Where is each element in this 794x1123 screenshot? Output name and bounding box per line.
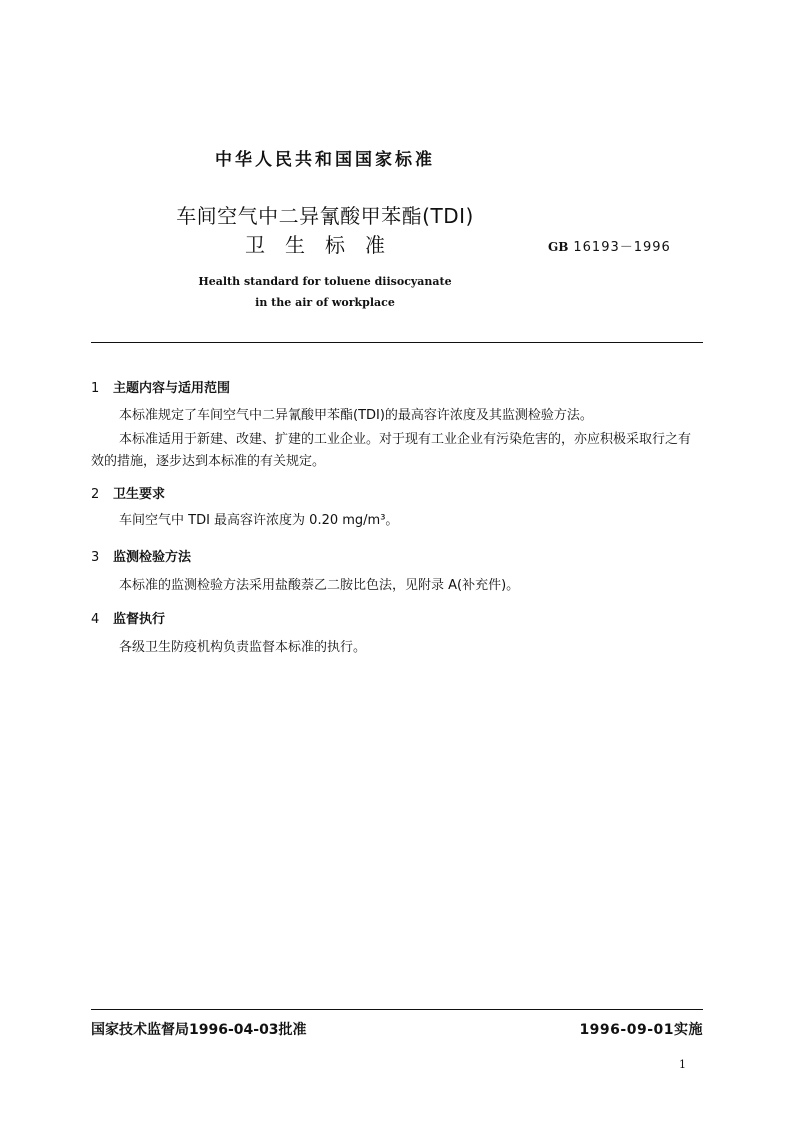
header-divider	[91, 342, 703, 343]
section-4-paragraph-1: 各级卫生防疫机构负责监督本标准的执行。	[119, 640, 367, 655]
effective-date: 1996-09-01实施	[579, 1022, 703, 1038]
section-1-paragraph-2: 本标准适用于新建、改建、扩建的工业企业。对于现有工业企业有污染危害的，亦应积极采取行之有效的措施，逐步达到本标准的有关规定。	[91, 432, 692, 469]
national-standard-label: 中华人民共和国国家标准	[215, 150, 435, 170]
section-title: 主题内容与适用范围	[113, 381, 231, 396]
standard-number	[548, 236, 671, 255]
page-number: 1	[679, 1058, 686, 1071]
section-3-paragraph-1: 本标准的监测检验方法采用盐酸萘乙二胺比色法，见附录 A(补充件)。	[119, 578, 520, 593]
section-2-paragraph-1: 车间空气中 TDI 最高容许浓度为 0.20 mg/m³。	[119, 513, 399, 528]
approval-date: 国家技术监督局1996-04-03批准	[91, 1022, 307, 1038]
section-title: 卫生要求	[113, 487, 166, 502]
section-number: 1	[91, 381, 100, 396]
title-en-line1: Health standard for toluene diisocyanate	[198, 275, 452, 288]
section-number: 2	[91, 487, 100, 502]
title-en-line2: in the air of workplace	[255, 296, 395, 309]
section-4-heading	[91, 608, 165, 627]
section-title: 监督执行	[113, 612, 166, 627]
title-cn-line1: 车间空气中二异氰酸甲苯酯(TDI)	[176, 204, 474, 228]
standard-prefix: GB	[548, 240, 569, 254]
section-1-paragraph-1: 本标准规定了车间空气中二异氰酸甲苯酯(TDI)的最高容许浓度及其监测检验方法。	[119, 408, 593, 423]
standard-code: 16193－1996	[573, 240, 671, 255]
title-cn-line2: 卫生标准	[245, 233, 405, 257]
section-1-heading	[91, 377, 230, 396]
footer-divider	[91, 1009, 703, 1010]
title-en	[150, 271, 500, 313]
section-number: 4	[91, 612, 100, 627]
section-2-heading	[91, 483, 165, 502]
section-number: 3	[91, 550, 100, 565]
section-3-heading	[91, 546, 191, 565]
section-title: 监测检验方法	[113, 550, 192, 565]
